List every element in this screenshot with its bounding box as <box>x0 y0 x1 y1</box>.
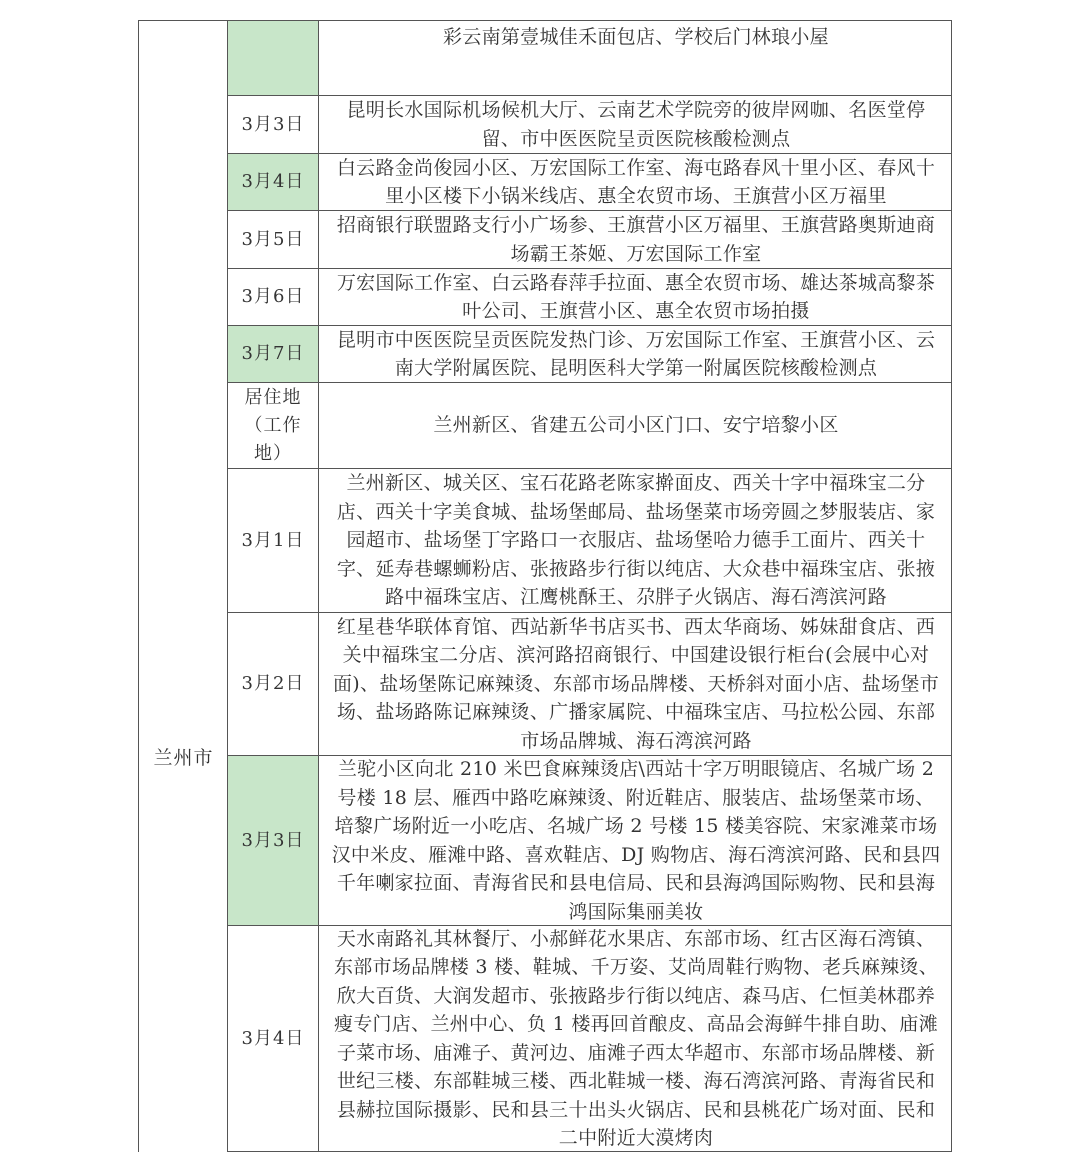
table-row <box>228 926 952 1152</box>
places-cell: 兰州新区、城关区、宝石花路老陈家擀面皮、西关十字中福珠宝二分店、西关十字美食城、盐场堡邮局、盐场堡菜市场旁圆之梦服装店、家园超市、盐场堡丁字路口一衣服店、盐场堡哈力德手工面片、西关十字、延寿巷螺蛳粉店、张掖路步行街以纯店、大众巷中福珠宝店、张掖路中福珠宝店、江鹰桃酥王、尕胖子火锅店、海石湾滨河路 <box>319 469 952 612</box>
date-rows <box>228 383 952 1152</box>
table-row <box>228 469 952 613</box>
places-cell: 招商银行联盟路支行小广场参、王旗营小区万福里、王旗营路奥斯迪商场霸王茶姬、万宏国际工作室 <box>319 211 952 268</box>
city-block-kunming <box>138 20 952 383</box>
places-cell: 昆明长水国际机场候机大厅、云南艺术学院旁的彼岸网咖、名医堂停留、市中医医院呈贡医院核酸检测点 <box>319 96 952 153</box>
date-cell: 3月4日 <box>228 154 319 210</box>
table-row <box>228 211 952 269</box>
places-cell: 白云路金尚俊园小区、万宏国际工作室、海屯路春风十里小区、春风十里小区楼下小锅米线店、惠全农贸市场、王旗营小区万福里 <box>319 154 952 210</box>
date-cell: 3月6日 <box>228 269 319 325</box>
date-cell: 3月2日 <box>228 613 319 755</box>
table-row <box>228 613 952 756</box>
date-cell: 3月7日 <box>228 326 319 382</box>
city-cell <box>139 21 228 383</box>
places-cell: 兰驼小区向北 210 米巴食麻辣烫店\西站十字万明眼镜店、名城广场 2 号楼 18 层、雁西中路吃麻辣烫、附近鞋店、服装店、盐场堡菜市场、培黎广场附近一小吃店、名城广场 2 号楼 15 楼美容院、宋家滩菜市场汉中米皮、雁滩中路、喜欢鞋店、DJ 购物店、海石湾滨河路、民和县四千年喇家拉面、青海省民和县电信局、民和县海鸿国际购物、民和县海鸿国际集丽美妆 <box>319 756 952 925</box>
city-label: 兰州市 <box>153 747 214 769</box>
itinerary-table <box>138 20 952 1152</box>
places-cell: 天水南路礼其林餐厅、小郝鲜花水果店、东部市场、红古区海石湾镇、东部市场品牌楼 3 楼、鞋城、千万姿、艾尚周鞋行购物、老兵麻辣烫、欣大百货、大润发超市、张掖路步行街以纯店、森马店、仁恒美林郡养瘦专门店、兰州中心、负 1 楼再回首酿皮、高品会海鲜牛排自助、庙滩子菜市场、庙滩子、黄河边、庙滩子西太华超市、东部市场品牌楼、新世纪三楼、东部鞋城三楼、西北鞋城一楼、海石湾滨河路、青海省民和县赫拉国际摄影、民和县三十出头火锅店、民和县桃花广场对面、民和二中附近大漠烤肉 <box>319 926 952 1151</box>
date-cell: 3月5日 <box>228 211 319 268</box>
date-cell: 3月3日 <box>228 96 319 153</box>
table-row <box>228 756 952 926</box>
table-row <box>228 154 952 211</box>
table-row <box>228 326 952 383</box>
date-cell: 3月4日 <box>228 926 319 1151</box>
table-row <box>228 383 952 469</box>
table-row <box>228 21 952 96</box>
date-cell: 居住地（工作地） <box>228 383 319 468</box>
places-cell: 兰州新区、省建五公司小区门口、安宁培黎小区 <box>319 383 952 468</box>
city-block-lanzhou <box>138 383 952 1152</box>
table-row <box>228 96 952 154</box>
places-cell: 红星巷华联体育馆、西站新华书店买书、西太华商场、姊妹甜食店、西关中福珠宝二分店、滨河路招商银行、中国建设银行柜台(会展中心对面)、盐场堡陈记麻辣烫、东部市场品牌楼、天桥斜对面小店、盐场堡市场、盐场路陈记麻辣烫、广播家属院、中福珠宝店、马拉松公园、东部市场品牌城、海石湾滨河路 <box>319 613 952 755</box>
places-cell: 彩云南第壹城佳禾面包店、学校后门林琅小屋 <box>319 21 952 95</box>
date-cell <box>228 21 319 95</box>
city-cell <box>139 383 228 1152</box>
date-rows <box>228 21 952 383</box>
date-cell: 3月1日 <box>228 469 319 612</box>
date-cell: 3月3日 <box>228 756 319 925</box>
places-cell: 万宏国际工作室、白云路春萍手拉面、惠全农贸市场、雄达茶城高黎茶叶公司、王旗营小区、惠全农贸市场拍摄 <box>319 269 952 325</box>
places-cell: 昆明市中医医院呈贡医院发热门诊、万宏国际工作室、王旗营小区、云南大学附属医院、昆明医科大学第一附属医院核酸检测点 <box>319 326 952 382</box>
table-row <box>228 269 952 326</box>
